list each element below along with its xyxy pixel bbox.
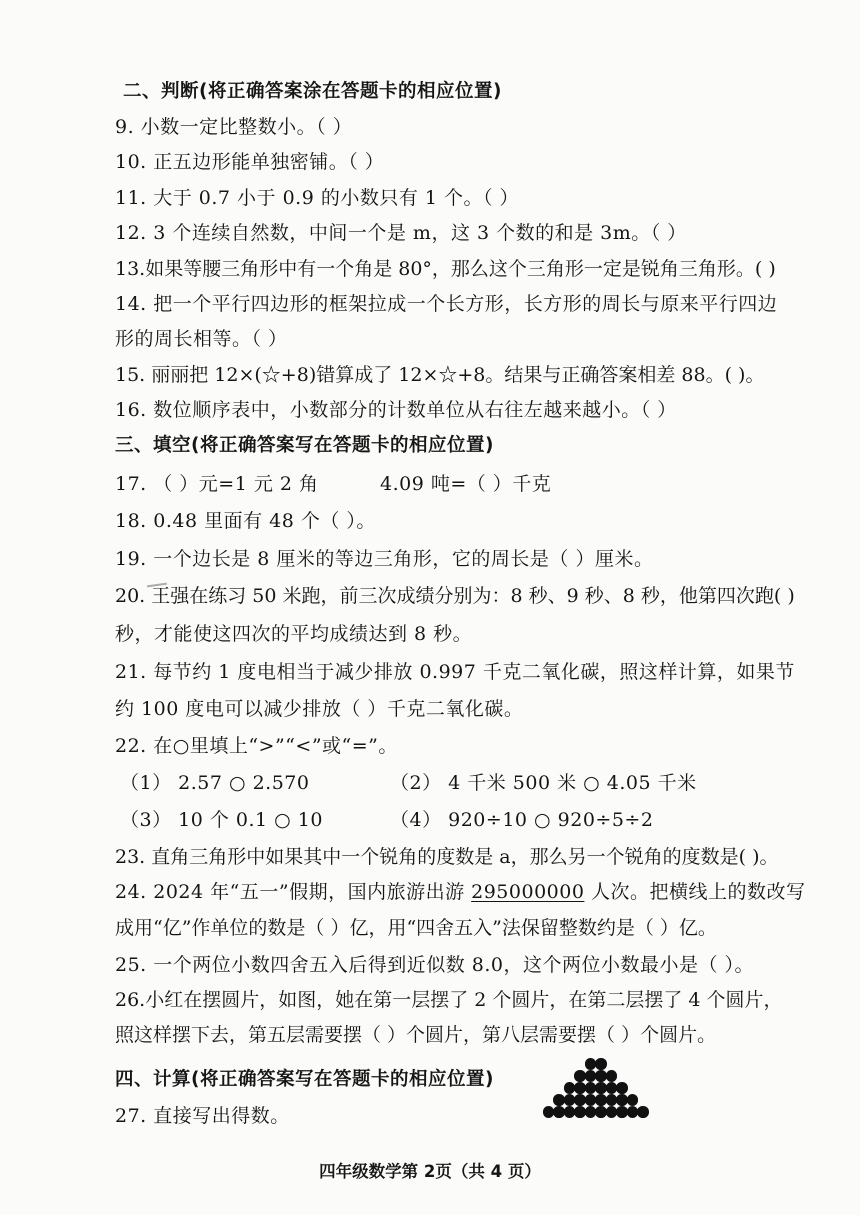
question-24-text-start: 24. 2024 年“五一”假期，国内旅游出游 [115, 881, 472, 903]
disc [553, 1106, 565, 1118]
question-9: 9. 小数一定比整数小。（ ） [115, 116, 353, 138]
question-12: 12. 3 个连续自然数，中间一个是 m，这 3 个数的和是 3m。（ ） [115, 222, 687, 244]
section-4-heading: 四、计算(将正确答案写在答题卡的相应位置) [115, 1069, 494, 1090]
disc [574, 1094, 586, 1106]
disc [595, 1058, 607, 1070]
question-19: 19. 一个边长是 8 厘米的等边三角形，它的周长是（ ）厘米。 [115, 548, 654, 570]
disc [606, 1070, 618, 1082]
section-3-heading: 三、填空(将正确答案写在答题卡的相应位置) [115, 435, 494, 456]
question-24-line-1 [115, 880, 805, 904]
disc [574, 1070, 586, 1082]
disc [595, 1070, 607, 1082]
disc [574, 1106, 586, 1118]
question-21-line-2: 约 100 度电可以减少排放（ ）千克二氧化碳。 [115, 698, 524, 720]
disc [637, 1106, 649, 1118]
question-17-part-a: 17. （ ）元=1 元 2 角 [115, 473, 319, 495]
disc [616, 1106, 628, 1118]
question-20-line-2: 秒，才能使这四次的平均成绩达到 8 秒。 [115, 623, 473, 645]
disc [595, 1106, 607, 1118]
disc [595, 1082, 607, 1094]
page-footer: 四年级数学第 2页（共 4 页） [319, 1162, 541, 1181]
disc [627, 1094, 639, 1106]
question-18: 18. 0.48 里面有 48 个（ ）。 [115, 510, 376, 532]
question-26-line-2: 照这样摆下去，第五层需要摆（ ）个圆片，第八层需要摆（ ）个圆片。 [115, 1024, 717, 1046]
disc [574, 1082, 586, 1094]
question-22: 22. 在○里填上“>”“<”或“=”。 [115, 735, 398, 757]
disc [553, 1094, 565, 1106]
question-14-line-1: 14. 把一个平行四边形的框架拉成一个长方形，长方形的周长与原来平行四边 [115, 293, 778, 315]
question-24-text-end: 人次。把横线上的数改写 [584, 881, 806, 903]
stacked-discs-figure [540, 1058, 650, 1120]
question-24-underlined-number: 295000000 [471, 881, 585, 903]
disc [616, 1094, 628, 1106]
question-21-line-1: 21. 每节约 1 度电相当于减少排放 0.997 千克二氧化碳，照这样计算，如果节 [115, 661, 795, 683]
question-24-line-2: 成用“亿”作单位的数是（ ）亿，用“四舍五入”法保留整数约是（ ）亿。 [115, 917, 717, 939]
question-10: 10. 正五边形能单独密铺。（ ） [115, 151, 385, 173]
disc [595, 1094, 607, 1106]
question-22-item-3: （3） 10 个 0.1 ○ 10 [120, 809, 323, 831]
question-25: 25. 一个两位小数四舍五入后得到近似数 8.0，这个两位小数最小是（ ）。 [115, 954, 755, 976]
question-22-item-4: （4） 920÷10 ○ 920÷5÷2 [390, 809, 654, 831]
question-20-line-1: 20. 王强在练习 50 米跑，前三次成绩分别为：8 秒、9 秒、8 秒，他第四次跑( ) [115, 585, 795, 607]
question-22-item-1: （1） 2.57 ○ 2.570 [120, 772, 310, 794]
question-13: 13.如果等腰三角形中有一个角是 80°，那么这个三角形一定是锐角三角形。( ) [115, 258, 776, 280]
question-27: 27. 直接写出得数。 [115, 1105, 290, 1127]
question-17-part-b: 4.09 吨=（ ）千克 [380, 473, 552, 495]
question-22-item-2: （2） 4 千米 500 米 ○ 4.05 千米 [390, 772, 697, 794]
question-23: 23. 直角三角形中如果其中一个锐角的度数是 a，那么另一个锐角的度数是( )。 [115, 846, 779, 868]
disc [616, 1082, 628, 1094]
question-14-line-2: 形的周长相等。（ ） [115, 328, 288, 350]
question-16: 16. 数位顺序表中，小数部分的计数单位从右往左越来越小。（ ） [115, 399, 677, 421]
question-15: 15. 丽丽把 12×(☆+8)错算成了 12×☆+8。结果与正确答案相差 88。( )。 [115, 364, 765, 386]
question-26-line-1: 26.小红在摆圆片，如图，她在第一层摆了 2 个圆片，在第二层摆了 4 个圆片， [115, 989, 783, 1011]
section-2-heading: 二、判断(将正确答案涂在答题卡的相应位置) [123, 81, 502, 102]
question-11: 11. 大于 0.7 小于 0.9 的小数只有 1 个。（ ） [115, 187, 520, 209]
